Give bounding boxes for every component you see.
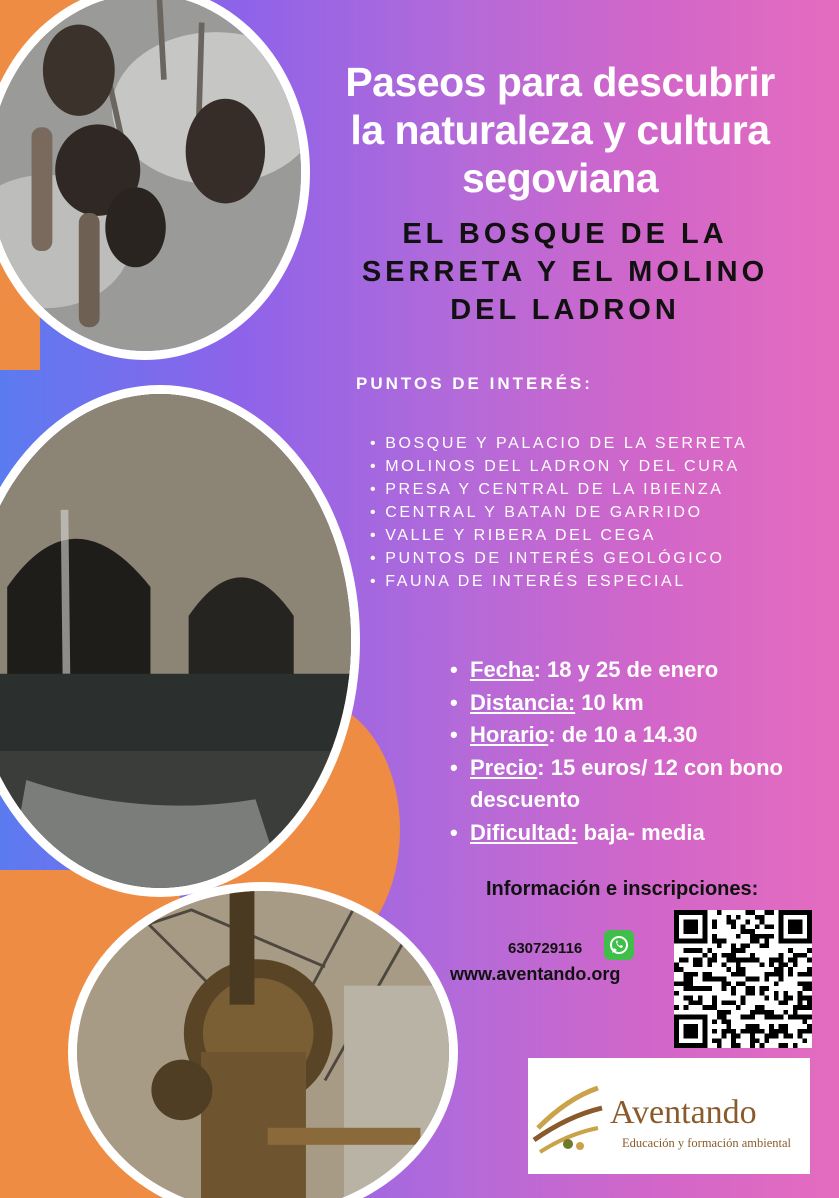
logo-mark-icon <box>528 1058 608 1174</box>
point-item: • CENTRAL Y BATAN DE GARRIDO <box>370 501 747 524</box>
point-item: • VALLE Y RIBERA DEL CEGA <box>370 524 747 547</box>
detail-value: : de 10 a 14.30 <box>548 722 698 747</box>
detail-difficulty <box>450 817 830 850</box>
detail-label: Horario <box>470 722 549 747</box>
qr-code[interactable] <box>674 910 812 1048</box>
detail-value: : 15 euros/ 12 con bono descuento <box>470 754 783 812</box>
phone-number[interactable]: 630729116 <box>508 940 583 957</box>
title-line-3: segoviana <box>461 155 659 201</box>
point-item: • BOSQUE Y PALACIO DE LA SERRETA <box>370 432 747 455</box>
detail-label: Dificultad: <box>470 819 578 845</box>
point-item: • PUNTOS DE INTERÉS GEOLÓGICO <box>370 547 747 570</box>
aventando-logo <box>528 1058 810 1174</box>
detail-value: baja- media <box>577 819 705 845</box>
detail-label: Fecha <box>470 657 534 682</box>
logo-name: Aventando <box>610 1094 757 1131</box>
subtitle-line-2: SERRETA Y EL MOLINO <box>361 256 769 288</box>
whatsapp-icon[interactable] <box>604 930 634 960</box>
info-heading: Información e inscripciones: <box>486 878 759 900</box>
poster-subtitle <box>320 215 810 329</box>
detail-value: : 18 y 25 de enero <box>533 657 719 682</box>
logo-tagline: Educación y formación ambiental <box>622 1136 792 1150</box>
detail-value: 10 km <box>575 689 644 715</box>
detail-label: Precio <box>470 754 538 780</box>
point-item: • FAUNA DE INTERÉS ESPECIAL <box>370 570 747 593</box>
photo-old-gears <box>68 882 458 1198</box>
website-link[interactable]: www.aventando.org <box>450 964 621 984</box>
title-line-2: la naturaleza y cultura <box>350 107 770 153</box>
poster-title <box>300 58 820 202</box>
photo-alder-cones <box>0 0 310 360</box>
subtitle-line-3: DEL LADRON <box>450 294 680 326</box>
detail-distance <box>450 687 830 720</box>
point-item: • PRESA Y CENTRAL DE LA IBIENZA <box>370 478 747 501</box>
subtitle-line-1: EL BOSQUE DE LA <box>402 218 728 250</box>
points-list <box>370 432 747 593</box>
detail-date <box>450 654 830 687</box>
point-item: • MOLINOS DEL LADRON Y DEL CURA <box>370 455 747 478</box>
detail-schedule <box>450 719 830 752</box>
points-heading: PUNTOS DE INTERÉS: <box>356 374 593 393</box>
detail-price <box>450 752 830 817</box>
details-list <box>450 654 830 849</box>
title-line-1: Paseos para descubrir <box>345 59 775 105</box>
detail-label: Distancia: <box>470 689 576 715</box>
